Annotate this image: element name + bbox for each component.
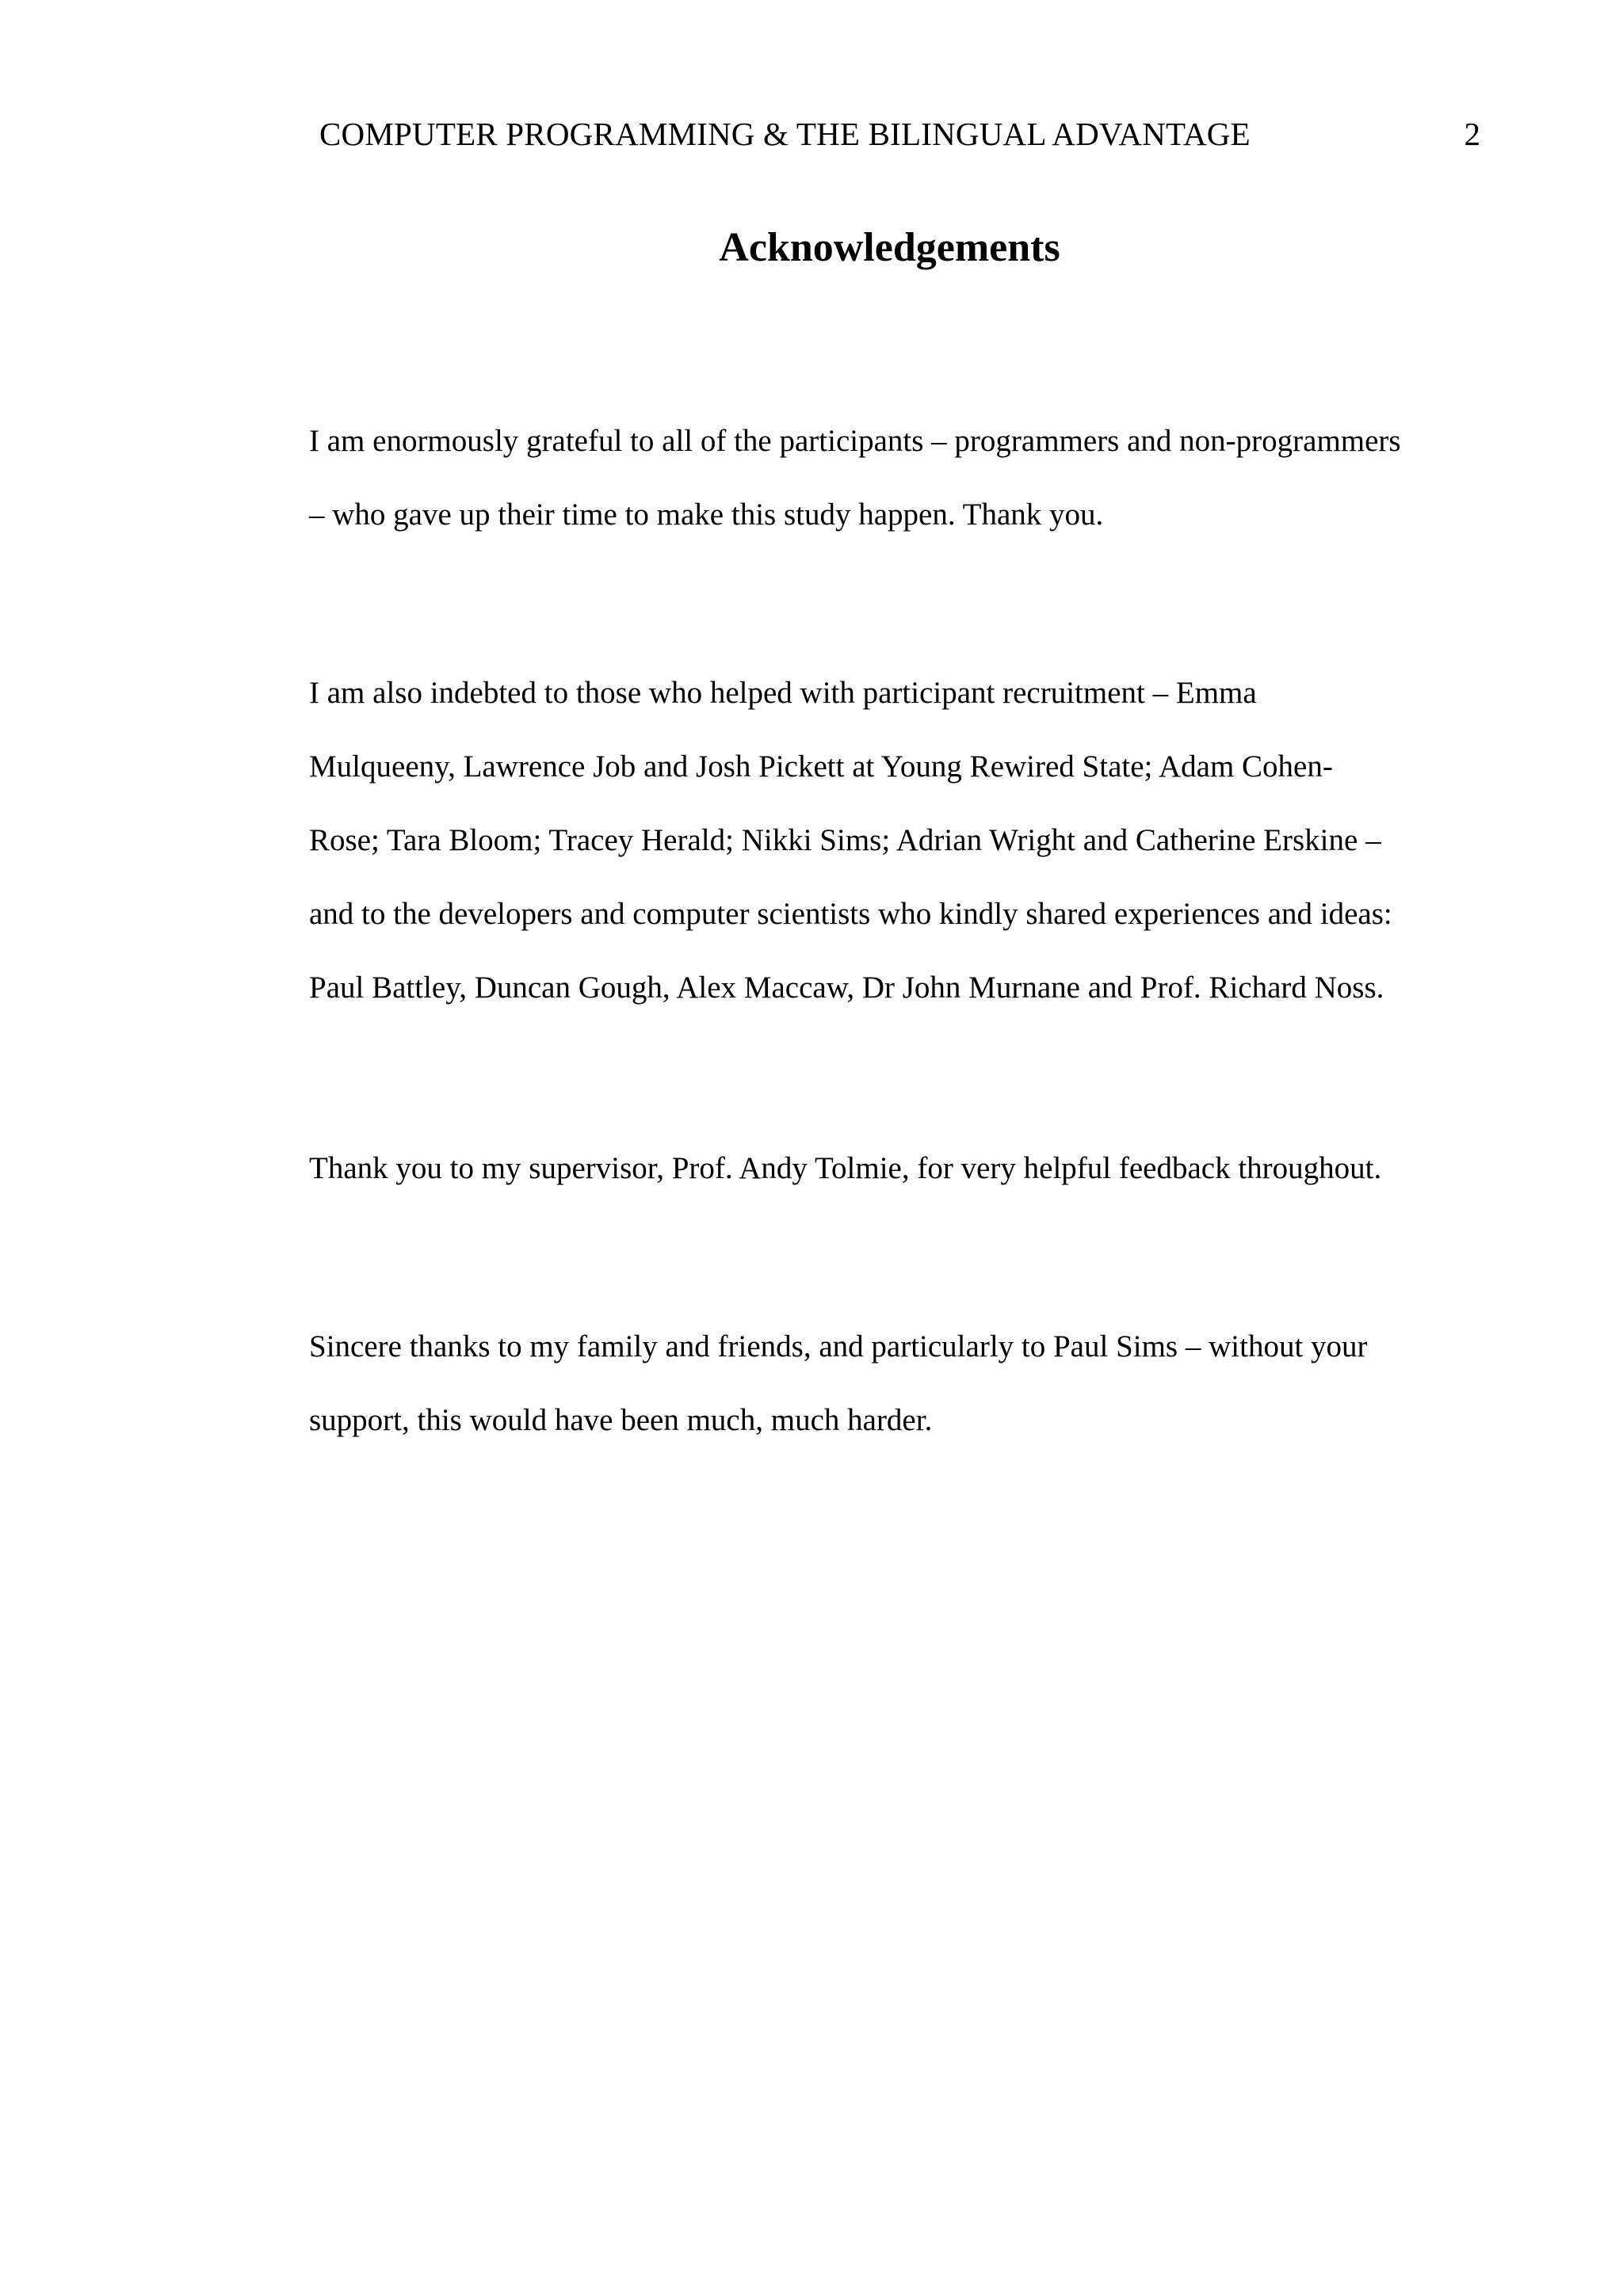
text-line: Mulqueeny, Lawrence Job and Josh Pickett at Young Rewired State; Adam Cohen- [309,749,1333,784]
paragraph-supervisor [309,1131,1381,1205]
paragraph-recruitment [309,656,1392,1024]
text-line: and to the developers and computer scientists who kindly shared experiences and ideas: [309,897,1392,931]
text-line: Rose; Tara Bloom; Tracey Herald; Nikki Sims; Adrian Wright and Catherine Erskine – [309,823,1381,857]
paragraph-participants [309,404,1401,551]
text-line: Thank you to my supervisor, Prof. Andy Tolmie, for very helpful feedback throughout. [309,1151,1382,1185]
paragraph-family [309,1310,1368,1457]
text-line: Paul Battley, Duncan Gough, Alex Maccaw, Dr John Murnane and Prof. Richard Noss. [309,971,1384,1005]
page-number: 2 [1464,116,1480,152]
text-line: I am also indebted to those who helped with participant recruitment – Emma [309,676,1257,710]
text-line: support, this would have been much, much harder. [309,1403,933,1437]
text-line: Sincere thanks to my family and friends, and particularly to Paul Sims – without your [309,1329,1368,1363]
text-line: – who gave up their time to make this study happen. Thank you. [309,498,1104,532]
page-title: Acknowledgements [719,225,1060,270]
text-line: I am enormously grateful to all of the participants – programmers and non-programmers [309,424,1401,458]
running-head: COMPUTER PROGRAMMING & THE BILINGUAL ADVANTAGE [319,116,1251,152]
